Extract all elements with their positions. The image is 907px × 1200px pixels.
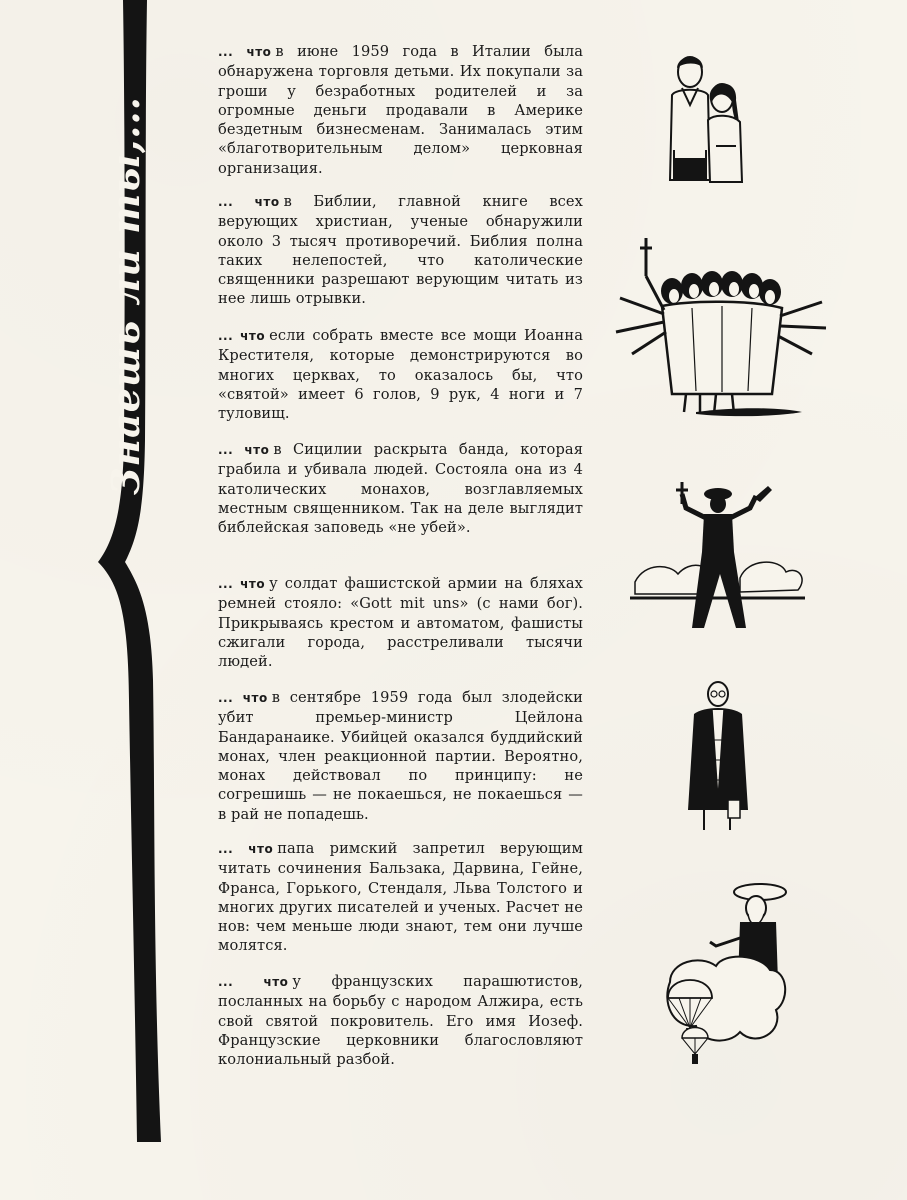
list-item [218, 326, 583, 423]
item-text: у французских парашютистов, посланных на борьбу с народом Алжира, есть свой святой покровитель. Его имя Иозеф. Французские церковники благословляют колониальный разбой. [218, 973, 583, 1069]
item-text: в Сицилии раскрыта банда, которая грабила и убивала людей. Состояла она из 4 католических монахов, возглавляемых местным священником. Так на деле выглядит библейская заповедь «не убей». [218, 441, 583, 537]
page-title: Знаешь ли ты,... [103, 96, 148, 495]
list-item [218, 839, 583, 956]
list-item [218, 574, 583, 671]
item-lead: ... что [218, 842, 274, 856]
list-item [218, 440, 583, 537]
saint-on-cloud-paratroopers-icon [660, 882, 790, 1067]
item-lead: ... что [218, 691, 268, 705]
item-lead: ... что [218, 975, 289, 989]
buddhist-monk-icon [684, 680, 754, 840]
list-item [218, 42, 583, 178]
item-text: у солдат фашистской армии на бляхах ремней стояло: «Gott mit uns» (с нами бог). Прикрываясь крестом и автоматом, фашисты сжигали города, расстреливали тысячи людей. [218, 575, 583, 671]
item-lead: ... что [218, 45, 272, 59]
item-text: в Библии, главной книге всех верующих христиан, ученые обнаружили около 3 тысяч противоречий. Библия полна таких нелепостей, что католические священники разрешают верующим читать из нее лишь отрывки. [218, 193, 583, 308]
children-couple-icon [660, 50, 750, 185]
item-lead: ... что [218, 329, 266, 343]
item-lead: ... что [218, 443, 270, 457]
item-lead: ... что [218, 195, 280, 209]
item-text: папа римский запретил верующим читать сочинения Бальзака, Дарвина, Гейне, Франса, Горького, Стендаля, Льва Толстого и многих других писателей и ученых. Расчет не нов: чем меньше люди знают, тем они лучше молятся. [218, 840, 583, 955]
list-item [218, 192, 583, 309]
item-text: если собрать вместе все мощи Иоанна Крестителя, которые демонстрируются во многих церквах, то оказалось бы, что «святой» имеет 6 голов, 9 рук, 4 ноги и 7 туловищ. [218, 327, 583, 423]
list-item [218, 688, 583, 824]
item-text: в сентябре 1959 года был злодейски убит премьер-министр Цейлона Бандаранаике. Убийцей оказался буддийский монах, член реакционной партии. Вероятно, монах действовал по принципу: не согрешишь — не покаешься, не покаешься — в рай не попадешь. [218, 689, 583, 823]
bandit-priest-icon [630, 482, 805, 632]
many-headed-saint-icon [612, 236, 832, 421]
list-item [218, 972, 583, 1069]
item-lead: ... что [218, 577, 266, 591]
item-text: в июне 1959 года в Италии была обнаружена торговля детьми. Их покупали за гроши у безработных родителей и за огромные деньги продавали в Америке бездетным бизнесменам. Занималась этим «благотворительным делом» церковная организация. [218, 43, 583, 177]
